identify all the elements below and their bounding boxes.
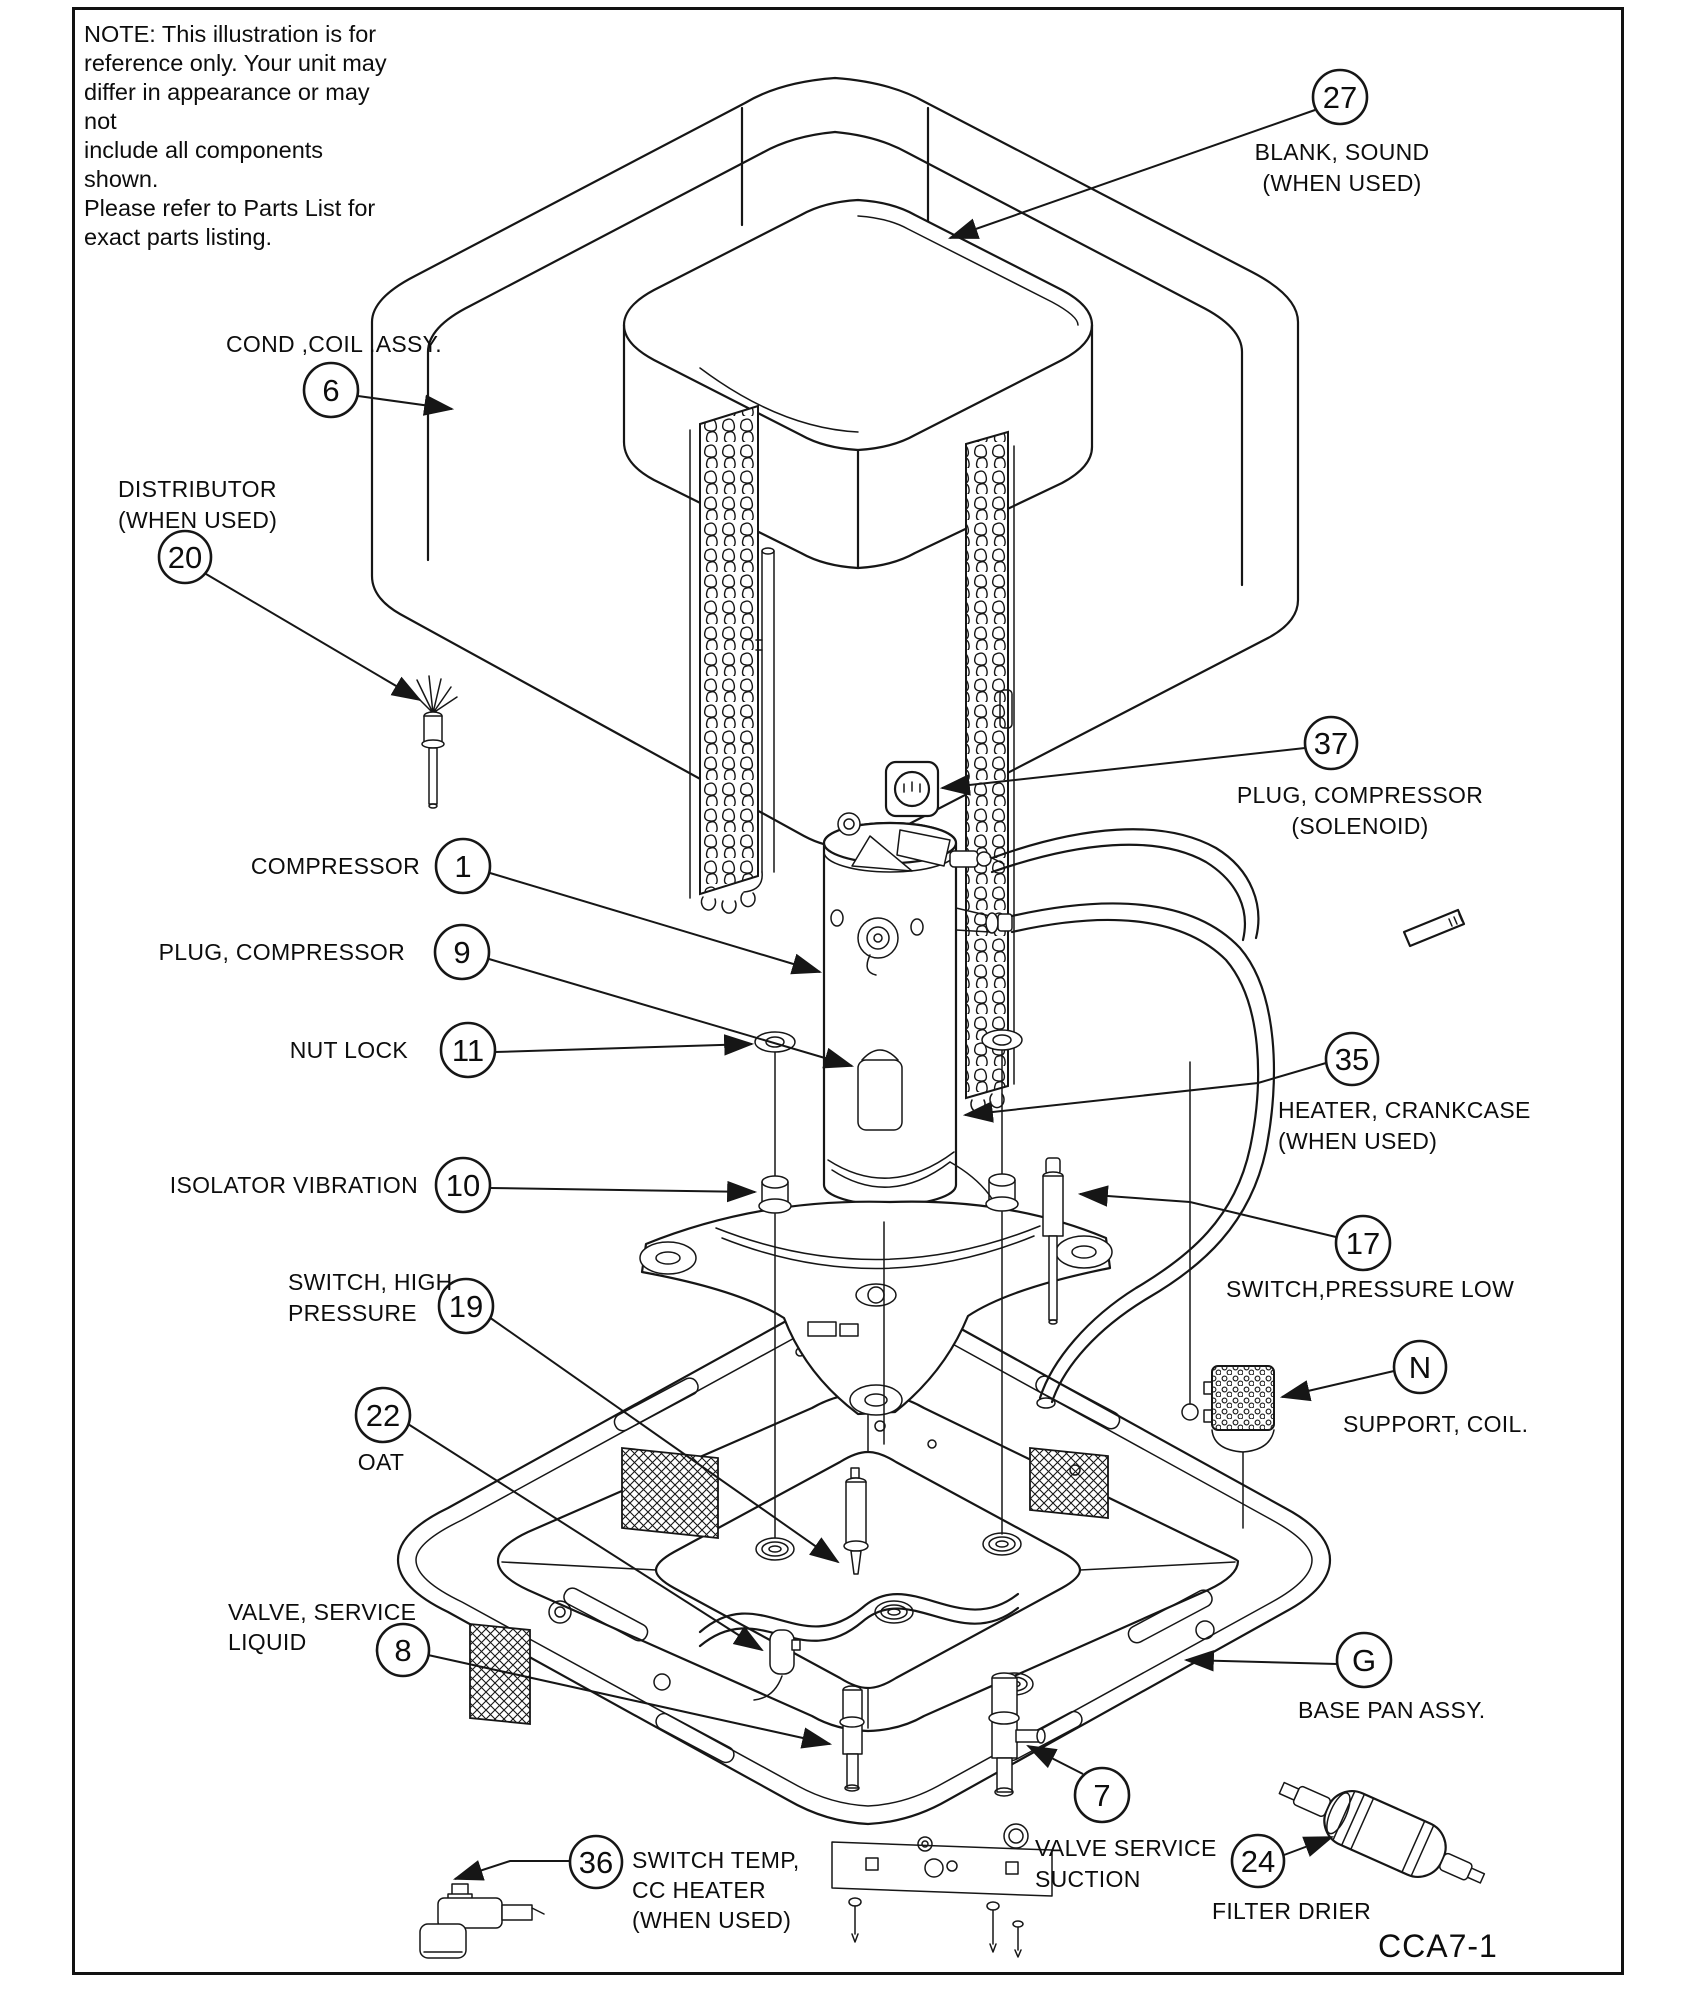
part-label: (WHEN USED)	[1278, 1128, 1438, 1154]
pan-front-bracket	[832, 1842, 1052, 1896]
callout-number: 20	[167, 540, 203, 575]
part-label: HEATER, CRANKCASE	[1278, 1097, 1531, 1123]
leader-line	[206, 574, 420, 700]
callout-37	[942, 717, 1483, 839]
leader-line	[490, 873, 820, 972]
note-line: exact parts listing.	[84, 224, 273, 250]
nut-lock-left	[755, 1032, 795, 1176]
callout-27	[950, 70, 1429, 238]
callout-number: 17	[1345, 1226, 1381, 1261]
note-line: Please refer to Parts List for	[84, 195, 376, 221]
callout-number: 9	[453, 935, 471, 970]
callout-number: 27	[1322, 80, 1358, 115]
callout-6	[226, 331, 452, 417]
callout-10	[170, 1158, 755, 1212]
part-label: DISTRIBUTOR	[118, 476, 277, 502]
callout-17	[1080, 1194, 1514, 1302]
callout-number: 6	[322, 373, 340, 408]
part-label: FILTER DRIER	[1212, 1898, 1372, 1924]
sound-blanket	[624, 200, 1092, 568]
callout-number: 36	[578, 1845, 614, 1880]
callout-number: 37	[1313, 726, 1349, 761]
part-label: (SOLENOID)	[1291, 813, 1429, 839]
part-label: PLUG, COMPRESSOR	[158, 939, 405, 965]
callout-G	[1186, 1633, 1485, 1723]
callout-number: N	[1408, 1350, 1432, 1385]
part-label: PLUG, COMPRESSOR	[1236, 782, 1484, 808]
part-label: (WHEN USED)	[118, 507, 278, 533]
filter-drier-part	[1270, 1762, 1494, 1903]
leader-line	[495, 1044, 752, 1052]
leader-line	[1282, 1371, 1394, 1397]
leader-line	[455, 1861, 570, 1879]
callout-number: 1	[454, 849, 472, 884]
callout-number: 10	[445, 1168, 481, 1203]
drawing-code: CCA7-1	[1378, 1928, 1498, 1964]
part-label: SWITCH,PRESSURE LOW	[1226, 1276, 1515, 1302]
part-label: NUT LOCK	[289, 1037, 408, 1063]
part-label: (WHEN USED)	[1262, 170, 1422, 196]
callout-N	[1282, 1341, 1528, 1437]
part-label: (WHEN USED)	[632, 1907, 792, 1933]
part-label: COND ,COIL .ASSY.	[226, 331, 442, 357]
part-label: SUCTION	[1035, 1866, 1141, 1892]
callout-number: 7	[1093, 1778, 1111, 1813]
callout-35	[965, 1033, 1531, 1154]
note-line: NOTE: This illustration is for	[84, 21, 377, 47]
coil-slab-right	[966, 432, 1014, 1112]
callout-number: 8	[394, 1633, 412, 1668]
part-label: ISOLATOR VIBRATION	[169, 1172, 418, 1198]
coil-slab-left	[690, 406, 774, 913]
part-label: CC HEATER	[632, 1877, 766, 1903]
part-label: SWITCH, HIGH	[288, 1269, 453, 1295]
part-label: PRESSURE	[288, 1300, 417, 1326]
note-line: differ in appearance or may not	[84, 79, 370, 134]
callout-11	[290, 1023, 752, 1077]
cut-tube-stub	[1404, 910, 1464, 946]
note-line: include all components shown.	[84, 137, 324, 192]
temp-switch-part	[420, 1884, 544, 1958]
condenser-coil-assembly-outline	[372, 78, 1298, 847]
callout-number: G	[1351, 1643, 1377, 1678]
part-label: COMPRESSOR	[250, 853, 420, 879]
part-label: SWITCH TEMP,	[632, 1847, 800, 1873]
compressor-plug-solenoid	[886, 762, 938, 816]
part-label: OAT	[357, 1449, 405, 1475]
part-label: LIQUID	[228, 1629, 307, 1655]
part-label: BLANK, SOUND	[1254, 139, 1430, 165]
note-line: reference only. Your unit may	[84, 50, 387, 76]
part-label: BASE PAN ASSY.	[1298, 1697, 1486, 1723]
callout-number: 22	[365, 1398, 401, 1433]
leader-line	[1186, 1660, 1337, 1664]
callout-number: 24	[1240, 1844, 1276, 1879]
part-label: VALVE, SERVICE	[228, 1599, 417, 1625]
callout-number: 35	[1334, 1042, 1370, 1077]
callout-number: 19	[448, 1289, 484, 1324]
leader-line	[1028, 1746, 1083, 1774]
callout-number: 11	[451, 1033, 485, 1068]
leader-line	[950, 110, 1315, 238]
part-label: VALVE SERVICE	[1035, 1835, 1217, 1861]
part-label: SUPPORT, COIL.	[1343, 1411, 1529, 1437]
callout-7	[1028, 1746, 1217, 1892]
leader-line	[1284, 1837, 1332, 1855]
leader-line	[490, 1188, 755, 1192]
